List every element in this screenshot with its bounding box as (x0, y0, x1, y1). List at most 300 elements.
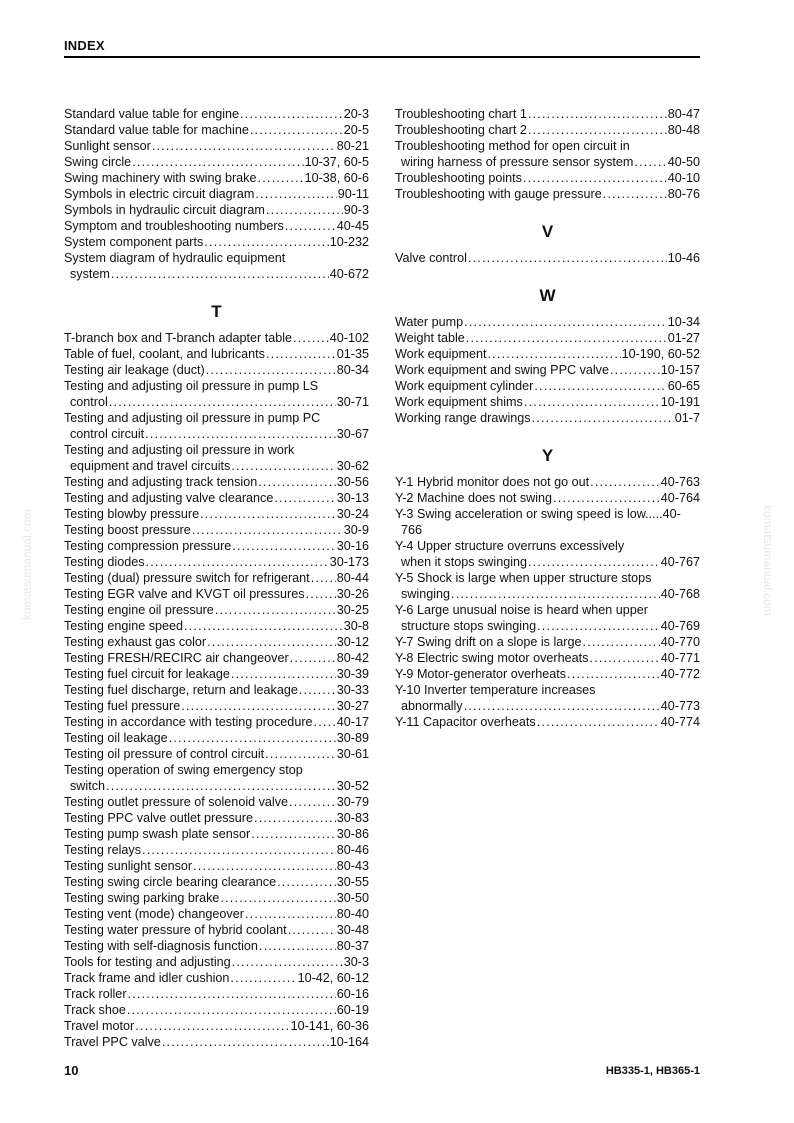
leader-dots (230, 970, 296, 986)
leader-dots (220, 890, 335, 906)
index-entry-page: 30-67 (336, 427, 369, 441)
index-entry (395, 106, 700, 122)
watermark-left: komatsumanual.com (20, 509, 34, 620)
index-entry-label: Testing pump swash plate sensor (64, 827, 251, 841)
index-entry-page: 30-86 (336, 827, 369, 841)
index-entry-label: Testing water pressure of hybrid coolant (64, 923, 287, 937)
leader-dots (537, 618, 660, 634)
index-entry-page: 40-17 (336, 715, 369, 729)
index-entry-label: Testing exhaust gas color (64, 635, 207, 649)
leader-dots (106, 778, 336, 794)
leader-dots (532, 410, 674, 426)
index-entry (395, 186, 700, 202)
leader-dots (259, 938, 336, 954)
index-entry-label: Testing fuel circuit for leakage (64, 667, 230, 681)
index-entry-label: Y-8 Electric swing motor overheats (395, 651, 589, 665)
index-entry (395, 506, 700, 538)
index-entry-label: Testing blowby pressure (64, 507, 200, 521)
index-entry-page: 60-65 (667, 379, 700, 393)
index-entry-page: 30-26 (336, 587, 369, 601)
index-entry-label: Testing (dual) pressure switch for refrigerant (64, 571, 310, 585)
index-entry-label: Testing compression pressure (64, 539, 232, 553)
index-entry-page: 80-37 (336, 939, 369, 953)
index-entry-page: 10-190, 60-52 (621, 347, 700, 361)
leader-dots (232, 538, 335, 554)
index-entry (395, 362, 700, 378)
index-entry-first-line: Testing and adjusting oil pressure in work (64, 443, 295, 457)
leader-dots (528, 122, 667, 138)
leader-dots (524, 394, 660, 410)
index-entry-page: 30-13 (336, 491, 369, 505)
index-entry-label: 766 (401, 523, 423, 537)
index-entry-page: 80-21 (336, 139, 369, 153)
index-entry (64, 362, 369, 378)
index-entry-page: 80-43 (336, 859, 369, 873)
index-entry-first-line: Troubleshooting method for open circuit in (395, 139, 630, 153)
index-entry-page: 30-48 (336, 923, 369, 937)
leader-dots (231, 458, 335, 474)
index-entry (395, 410, 700, 426)
index-entry (395, 122, 700, 138)
index-entry (64, 618, 369, 634)
index-entry-page: 40-10 (667, 171, 700, 185)
leader-dots (266, 346, 336, 362)
index-entry (64, 474, 369, 490)
index-entry (395, 170, 700, 186)
index-entry-page: 30-173 (329, 555, 369, 569)
index-entry-page: 40-774 (660, 715, 700, 729)
index-entry (64, 906, 369, 922)
index-entry-label: control circuit (70, 427, 145, 441)
index-entry-label: Standard value table for engine (64, 107, 240, 121)
index-entry-label: Work equipment cylinder (395, 379, 534, 393)
leader-dots (162, 1034, 329, 1050)
index-entry-page: 80-40 (336, 907, 369, 921)
index-entry (395, 378, 700, 394)
index-entry-page: 30-33 (336, 683, 369, 697)
index-entry-label: Swing machinery with swing brake (64, 171, 257, 185)
index-entry (64, 138, 369, 154)
page-number: 10 (64, 1063, 79, 1078)
leader-dots (634, 154, 666, 170)
index-entry (395, 650, 700, 666)
leader-dots (451, 586, 660, 602)
leader-dots (258, 170, 304, 186)
index-entry-label: Testing swing circle bearing clearance (64, 875, 277, 889)
index-entry (64, 602, 369, 618)
index-entry (395, 314, 700, 330)
index-entry-label: Testing oil leakage (64, 731, 168, 745)
leader-dots (254, 810, 336, 826)
index-entry-label: system (70, 267, 110, 281)
index-entry-page: 80-42 (336, 651, 369, 665)
index-entry (64, 570, 369, 586)
index-entry (64, 666, 369, 682)
leader-dots (181, 698, 336, 714)
index-entry-page: 80-46 (336, 843, 369, 857)
index-entry-page: 30-83 (336, 811, 369, 825)
index-entry-label: Tools for testing and adjusting (64, 955, 231, 969)
leader-dots (184, 618, 343, 634)
index-entry-label: Track shoe (64, 1003, 126, 1017)
leader-dots (466, 330, 667, 346)
index-entry (64, 682, 369, 698)
index-entry-label: Y-11 Capacitor overheats (395, 715, 536, 729)
index-entry-label: Testing outlet pressure of solenoid valve (64, 795, 289, 809)
index-entry-page: 80-47 (667, 107, 700, 121)
leader-dots (169, 730, 336, 746)
index-entry-label: Track roller (64, 987, 127, 1001)
index-entry-label: Track frame and idler cushion (64, 971, 230, 985)
index-entry-page: 10-191 (660, 395, 700, 409)
leader-dots (240, 106, 343, 122)
index-entry-label: Work equipment shims (395, 395, 523, 409)
index-entry (64, 234, 369, 250)
index-entry (64, 922, 369, 938)
index-entry-label: Testing fuel discharge, return and leakage (64, 683, 298, 697)
index-entry-page: 30-89 (336, 731, 369, 745)
index-entry-label: Troubleshooting chart 1 (395, 107, 527, 121)
index-entry (64, 698, 369, 714)
index-entry-label: Troubleshooting chart 2 (395, 123, 527, 137)
index-entry-page: 30-62 (336, 459, 369, 473)
leader-dots (553, 490, 660, 506)
leader-dots (152, 138, 336, 154)
index-entry (64, 442, 369, 474)
index-entry (395, 474, 700, 490)
index-entry-page: 80-76 (667, 187, 700, 201)
index-entry-label: Sunlight sensor (64, 139, 151, 153)
index-entry-page: 60-16 (336, 987, 369, 1001)
index-entry (64, 970, 369, 986)
index-entry-page: 30-9 (343, 523, 369, 537)
watermark-right: komatsumanual.com (761, 505, 775, 616)
index-entry-label: Testing relays (64, 843, 141, 857)
section-letter: Y (541, 446, 554, 465)
index-entry (395, 346, 700, 362)
index-entry-page: 90-3 (343, 203, 369, 217)
index-entry-first-line: Y-10 Inverter temperature increases (395, 683, 596, 697)
index-entry (64, 746, 369, 762)
index-entry-label: Travel PPC valve (64, 1035, 161, 1049)
leader-dots (464, 314, 667, 330)
index-entry-label: Weight table (395, 331, 465, 345)
leader-dots (528, 554, 660, 570)
leader-dots (142, 842, 336, 858)
leader-dots (135, 1018, 289, 1034)
index-entry-page: 10-38, 60-6 (304, 171, 369, 185)
index-entry-page: 90-11 (337, 187, 369, 201)
index-entry-label: Testing and adjusting track tension (64, 475, 258, 489)
index-entry-label: Water pump (395, 315, 464, 329)
index-entry-page: 60-19 (336, 1003, 369, 1017)
index-entry-page: 80-44 (336, 571, 369, 585)
index-entry-label: Testing PPC valve outlet pressure (64, 811, 253, 825)
leader-dots (285, 218, 336, 234)
index-entry-page: 30-71 (336, 395, 369, 409)
index-entry-page: 40-769 (660, 619, 700, 633)
index-entry-page: 10-141, 60-36 (290, 1019, 369, 1033)
index-entry-label: Testing fuel pressure (64, 699, 181, 713)
index-entry-label: abnormally (401, 699, 463, 713)
index-entry (64, 874, 369, 890)
leader-dots (274, 490, 335, 506)
leader-dots (288, 922, 336, 938)
index-entry-label: Y-1 Hybrid monitor does not go out (395, 475, 590, 489)
index-entry-page: 30-50 (336, 891, 369, 905)
index-entry (395, 714, 700, 730)
index-entry-label: equipment and travel circuits (70, 459, 231, 473)
leader-dots (603, 186, 667, 202)
index-entry (64, 538, 369, 554)
index-entry-page: 40-768 (660, 587, 700, 601)
index-entry-label: Standard value table for machine (64, 123, 249, 137)
index-entry-page: 40-772 (660, 667, 700, 681)
index-entry-page: 40-767 (660, 555, 700, 569)
index-entry-page: 30-16 (336, 539, 369, 553)
index-entry (64, 346, 369, 362)
index-entry (64, 170, 369, 186)
index-entry (395, 538, 700, 570)
index-entry (64, 650, 369, 666)
index-entry-page: 01-7 (674, 411, 700, 425)
index-entry (64, 250, 369, 282)
index-column-right (395, 106, 700, 730)
index-entry (395, 330, 700, 346)
page-title: INDEX (64, 38, 105, 53)
index-entry (64, 1034, 369, 1050)
index-entry-first-line: Testing operation of swing emergency stop (64, 763, 303, 777)
index-entry (395, 138, 700, 170)
index-entry (395, 602, 700, 634)
leader-dots (590, 474, 660, 490)
index-entry (64, 826, 369, 842)
index-entry (64, 810, 369, 826)
index-entry-page: 01-27 (667, 331, 700, 345)
index-entry-label: Working range drawings (395, 411, 531, 425)
index-entry-first-line: System diagram of hydraulic equipment (64, 251, 286, 265)
index-entry (64, 506, 369, 522)
index-entry-page: 30-55 (336, 875, 369, 889)
index-entry-label: Testing FRESH/RECIRC air changeover (64, 651, 289, 665)
index-entry-page: 10-34 (667, 315, 700, 329)
leader-dots (277, 874, 336, 890)
index-entry-label: structure stops swinging (401, 619, 537, 633)
index-entry (64, 842, 369, 858)
index-entry (395, 394, 700, 410)
index-entry-label: control (70, 395, 108, 409)
index-entry-page: 30-56 (336, 475, 369, 489)
index-entry (64, 202, 369, 218)
index-entry-label: Troubleshooting with gauge pressure (395, 187, 602, 201)
section-letter: W (539, 286, 556, 305)
index-entry-first-line: Testing and adjusting oil pressure in pump LS (64, 379, 319, 393)
index-entry-label: switch (70, 779, 105, 793)
index-entry (64, 522, 369, 538)
index-entry-label: Y-7 Swing drift on a slope is large (395, 635, 582, 649)
index-entry-first-line: Y-4 Upper structure overruns excessively (395, 539, 625, 553)
index-entry (64, 378, 369, 410)
leader-dots (468, 250, 667, 266)
leader-dots (289, 794, 336, 810)
leader-dots (145, 426, 336, 442)
index-entry-first-line: Y-6 Large unusual noise is heard when upper (395, 603, 648, 617)
index-entry-label: wiring harness of pressure sensor system (401, 155, 634, 169)
index-entry-page: 30-27 (336, 699, 369, 713)
index-entry-label: Work equipment and swing PPC valve (395, 363, 609, 377)
index-entry-page: 40-764 (660, 491, 700, 505)
leader-dots (111, 266, 329, 282)
index-entry-label: Travel motor (64, 1019, 135, 1033)
index-entry (64, 986, 369, 1002)
index-entry-page: 30-8 (343, 619, 369, 633)
index-entry-label: Symbols in electric circuit diagram (64, 187, 255, 201)
leader-dots (528, 106, 667, 122)
leader-dots (127, 1002, 336, 1018)
leader-dots (464, 698, 660, 714)
leader-dots (523, 170, 667, 186)
index-entry-page: 40-102 (329, 331, 369, 345)
index-entry (64, 762, 369, 794)
index-entry-label: T-branch box and T-branch adapter table (64, 331, 293, 345)
index-entry-page: 30-39 (336, 667, 369, 681)
index-entry (395, 634, 700, 650)
index-entry (64, 186, 369, 202)
leader-dots (266, 202, 343, 218)
index-entry-label: Testing boost pressure (64, 523, 191, 537)
index-entry-label: Testing engine oil pressure (64, 603, 214, 617)
index-entry-label: Y-9 Motor-generator overheats (395, 667, 567, 681)
index-entry-label: Symbols in hydraulic circuit diagram (64, 203, 265, 217)
index-entry-page: 30-79 (336, 795, 369, 809)
leader-dots (299, 682, 336, 698)
leader-dots (251, 826, 336, 842)
index-entry-label: Testing with self-diagnosis function (64, 939, 258, 953)
leader-dots (192, 522, 343, 538)
index-entry (64, 1002, 369, 1018)
index-entry-label: Testing engine speed (64, 619, 184, 633)
index-entry-page: 10-164 (329, 1035, 369, 1049)
index-entry (64, 410, 369, 442)
leader-dots (206, 362, 336, 378)
leader-dots (245, 906, 336, 922)
index-entry (64, 954, 369, 970)
leader-dots (250, 122, 343, 138)
index-entry-page: 10-37, 60-5 (304, 155, 369, 169)
index-entry-page: 40-50 (667, 155, 700, 169)
index-entry-page: 30-61 (336, 747, 369, 761)
index-entry-label: Testing vent (mode) changeover (64, 907, 244, 921)
index-entry-label: Testing EGR valve and KVGT oil pressures (64, 587, 305, 601)
index-entry-page: 20-3 (343, 107, 369, 121)
leader-dots (306, 586, 336, 602)
index-entry-label: Testing in accordance with testing procedure (64, 715, 313, 729)
section-letter: T (211, 302, 222, 321)
index-entry-label: Y-2 Machine does not swing (395, 491, 553, 505)
leader-dots (567, 666, 660, 682)
index-entry (395, 250, 700, 266)
index-entry (64, 554, 369, 570)
index-entry (64, 218, 369, 234)
index-entry-page: 10-232 (329, 235, 369, 249)
leader-dots (311, 570, 336, 586)
leader-dots (231, 666, 336, 682)
index-entry-page: 40-45 (336, 219, 369, 233)
index-entry (64, 586, 369, 602)
leader-dots (146, 554, 329, 570)
leader-dots (128, 986, 336, 1002)
index-entry-label: Testing oil pressure of control circuit (64, 747, 265, 761)
leader-dots (132, 154, 303, 170)
leader-dots (255, 186, 336, 202)
index-entry-label: Table of fuel, coolant, and lubricants (64, 347, 265, 361)
index-entry (64, 122, 369, 138)
leader-dots (215, 602, 336, 618)
index-entry-label: swinging (401, 587, 451, 601)
index-entry (64, 330, 369, 346)
leader-dots (109, 394, 336, 410)
index-entry-label: Testing swing parking brake (64, 891, 220, 905)
index-entry-first-line: Testing and adjusting oil pressure in pump PC (64, 411, 321, 425)
index-entry-page: 40-672 (329, 267, 369, 281)
leader-dots (487, 346, 620, 362)
index-entry (64, 1018, 369, 1034)
index-column-left (64, 106, 369, 1050)
index-entry-page: 40-763 (660, 475, 700, 489)
leader-dots (537, 714, 660, 730)
leader-dots (207, 634, 336, 650)
index-entry-label: Symptom and troubleshooting numbers (64, 219, 284, 233)
leader-dots (534, 378, 666, 394)
index-entry-first-line: Y-3 Swing acceleration or swing speed is low.....40- (395, 507, 681, 521)
index-entry-label: Work equipment (395, 347, 487, 361)
index-entry-page: 30-12 (336, 635, 369, 649)
index-entry-page: 40-773 (660, 699, 700, 713)
index-entry-label: Troubleshooting points (395, 171, 522, 185)
leader-dots (200, 506, 336, 522)
index-entry-page: 40-770 (660, 635, 700, 649)
leader-dots (610, 362, 660, 378)
index-entry (64, 714, 369, 730)
leader-dots (314, 714, 336, 730)
index-entry (64, 490, 369, 506)
leader-dots (193, 858, 336, 874)
index-entry-page: 20-5 (343, 123, 369, 137)
leader-dots (589, 650, 659, 666)
index-entry-page: 10-42, 60-12 (297, 971, 369, 985)
index-entry-page: 10-46 (667, 251, 700, 265)
index-entry (395, 682, 700, 714)
leader-dots (258, 474, 336, 490)
leader-dots (204, 234, 328, 250)
index-entry (64, 730, 369, 746)
index-entry-page: 30-25 (336, 603, 369, 617)
index-entry-page: 30-3 (343, 955, 369, 969)
index-entry-page: 80-48 (667, 123, 700, 137)
index-entry-label: Swing circle (64, 155, 132, 169)
leader-dots (293, 330, 329, 346)
index-entry (395, 490, 700, 506)
leader-dots (265, 746, 336, 762)
index-entry-first-line: Y-5 Shock is large when upper structure stops (395, 571, 652, 585)
section-letter: V (541, 222, 554, 241)
index-entry (64, 890, 369, 906)
index-entry (64, 634, 369, 650)
index-entry-page: 40-771 (660, 651, 700, 665)
leader-dots (232, 954, 343, 970)
index-entry (64, 154, 369, 170)
index-entry-label: Testing air leakage (duct) (64, 363, 205, 377)
